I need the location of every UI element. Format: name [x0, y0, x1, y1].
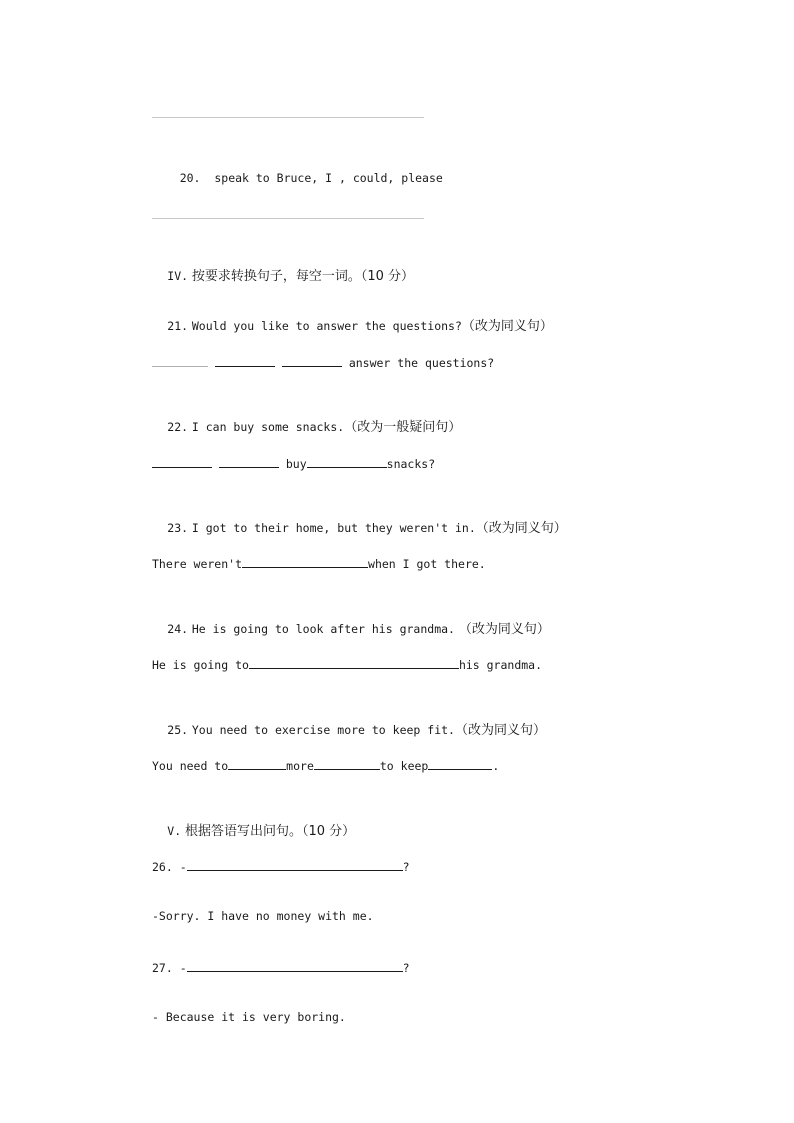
answer-text: There weren't [152, 557, 243, 571]
question-instruction: （改为同义句） [458, 622, 550, 637]
blank [219, 455, 279, 468]
question-sentence: Would you like to answer the questions? [191, 319, 462, 333]
question-20 [152, 154, 443, 202]
answer-line-20 [152, 218, 424, 219]
question-number: 20. [179, 171, 201, 185]
blank [428, 757, 492, 770]
question-mark: ? [402, 961, 410, 975]
blank [152, 354, 208, 367]
dash: - [179, 860, 187, 874]
question-number: 24. [167, 622, 189, 636]
answer-text: to keep [379, 759, 429, 773]
question-22 [152, 403, 461, 452]
answer-text: buy [285, 457, 307, 471]
answer-text: snacks? [386, 457, 436, 471]
question-27 [152, 959, 410, 976]
question-number: 21. [167, 319, 189, 333]
section-roman: IV. [167, 269, 189, 283]
blank [242, 555, 368, 568]
question-sentence: You need to exercise more to keep fit. [191, 723, 455, 737]
question-21 [152, 302, 553, 351]
question-instruction: （改为一般疑问句） [344, 420, 462, 435]
answer-26 [152, 908, 374, 924]
question-number: 26. [152, 860, 173, 874]
blank [187, 858, 403, 871]
question-sentence: He is going to look after his grandma. [191, 622, 455, 636]
section-v-heading [152, 807, 355, 856]
section-title: 根据答语写出问句。（10 分） [184, 824, 356, 839]
given-answer: - Because it is very boring. [152, 1010, 346, 1024]
question-sentence: I got to their home, but they weren't in. [191, 521, 476, 535]
question-number: 23. [167, 521, 189, 535]
blank [187, 959, 403, 972]
question-25 [152, 706, 546, 755]
answer-27 [152, 1009, 346, 1025]
section-roman: V. [167, 824, 182, 838]
question-24 [152, 605, 550, 654]
answer-text: more [286, 759, 314, 773]
answer-text: when I got there. [368, 557, 486, 571]
question-instruction: （改为同义句） [461, 319, 553, 334]
answer-text: You need to [152, 759, 229, 773]
question-sentence: I can buy some snacks. [191, 420, 345, 434]
question-23 [152, 504, 567, 553]
answer-line-19 [152, 117, 424, 118]
answer-22 [152, 455, 435, 472]
question-instruction: （改为同义句） [454, 723, 546, 738]
answer-23 [152, 555, 486, 572]
blank [282, 354, 342, 367]
blank [215, 354, 275, 367]
question-mark: ? [402, 860, 410, 874]
section-title: 按要求转换句子，每空一词。（10 分） [191, 269, 415, 284]
answer-text: his grandma. [458, 658, 543, 672]
blank [249, 656, 459, 669]
scrambled-words: speak to Bruce, I , could, please [214, 171, 443, 185]
answer-text: answer the questions? [348, 356, 495, 370]
question-26 [152, 858, 410, 875]
given-answer: -Sorry. I have no money with me. [152, 909, 374, 923]
blank [307, 455, 387, 468]
dash: - [179, 961, 187, 975]
answer-24 [152, 656, 542, 673]
question-number: 27. [152, 961, 173, 975]
answer-text: He is going to [152, 658, 249, 672]
blank [228, 757, 286, 770]
blank [314, 757, 380, 770]
section-iv-heading [152, 252, 414, 301]
question-number: 25. [167, 723, 189, 737]
answer-text: . [492, 759, 500, 773]
answer-21 [152, 354, 494, 371]
blank [152, 455, 212, 468]
question-instruction: （改为同义句） [475, 521, 567, 536]
question-number: 22. [167, 420, 189, 434]
answer-25 [152, 757, 499, 774]
